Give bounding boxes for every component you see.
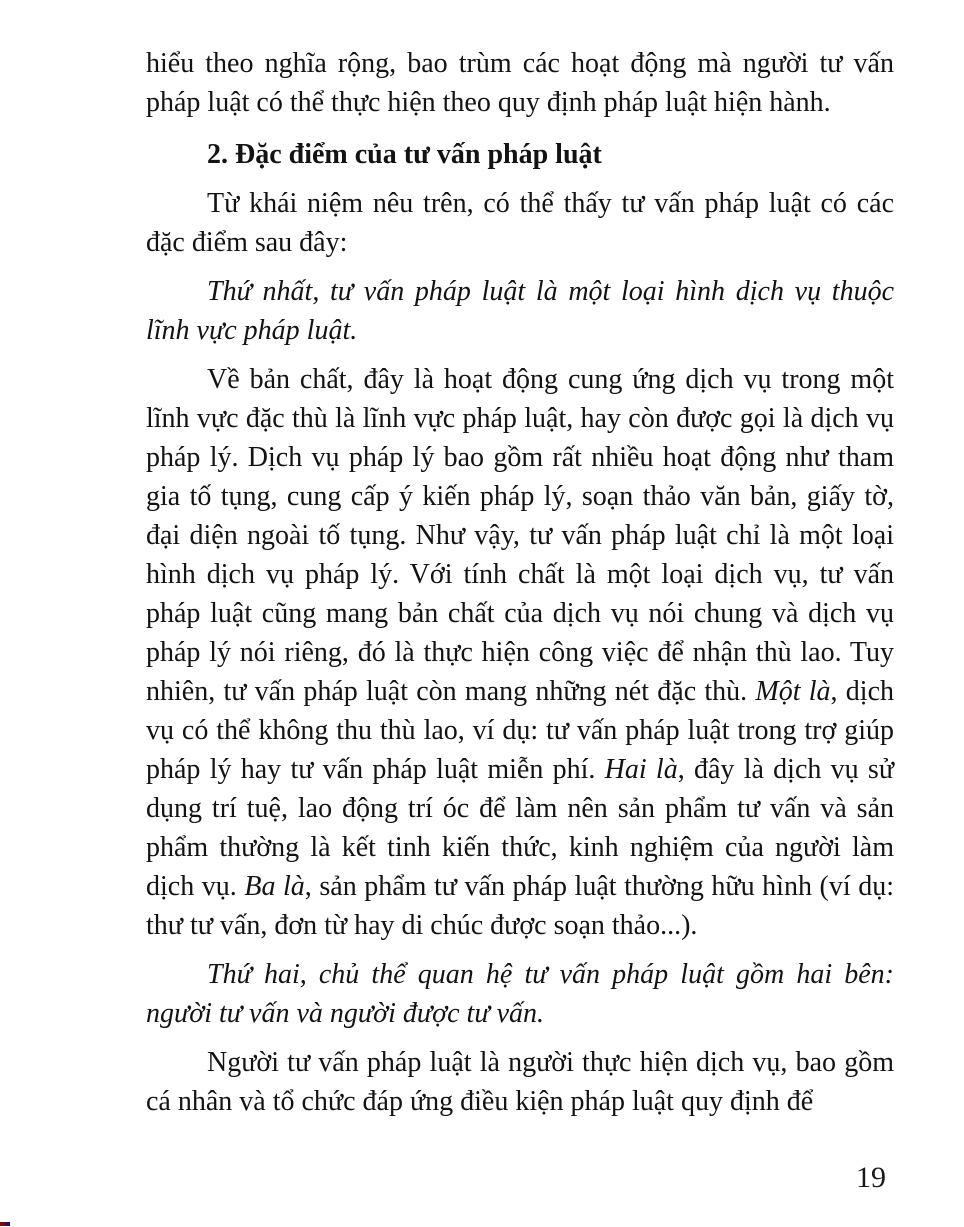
text-segment: , đây là dịch vụ sử dụng trí tuệ, lao động trí óc để làm nên sản phẩm tư vấn và sản phẩm thường là kết tinh kiến thức, kinh nghiệm của người làm dịch vụ.: [146, 754, 894, 902]
text-segment: Từ khái niệm nêu trên, có thể thấy tư vấn pháp luật có các đặc điểm sau đây:: [146, 188, 894, 258]
paragraph-3: [146, 184, 894, 262]
text-segment: 2. Đặc điểm của tư vấn pháp luật: [207, 139, 602, 170]
text-segment: , sản phẩm tư vấn pháp luật thường hữu hình (ví dụ: thư tư vấn, đơn từ hay di chúc được soạn thảo...).: [146, 871, 894, 941]
paragraph-6: [146, 955, 894, 1033]
text-segment: Hai là: [604, 754, 678, 785]
paragraph-7: [146, 1043, 894, 1121]
paragraph-5: [146, 360, 894, 945]
text-segment: , dịch vụ có thể không thu thù lao, ví dụ: tư vấn pháp luật trong trợ giúp pháp lý hay tư vấn pháp luật miễn phí.: [146, 676, 895, 785]
text-block: [146, 44, 894, 1121]
section-heading: [146, 135, 894, 174]
paragraph-1: [146, 44, 894, 122]
scan-artifact-mark: [0, 1222, 10, 1226]
text-segment: Thứ nhất, tư vấn pháp luật là một loại hình dịch vụ thuộc lĩnh vực pháp luật.: [146, 276, 894, 346]
text-segment: Về bản chất, đây là hoạt động cung ứng dịch vụ trong một lĩnh vực đặc thù là lĩnh vực pháp luật, hay còn được gọi là dịch vụ pháp lý. Dịch vụ pháp lý bao gồm rất nhiều hoạt động như tham gia tố tụng, cung cấp ý kiến pháp lý, soạn thảo văn bản, giấy tờ, đại diện ngoài tố tụng. Như vậy, tư vấn pháp luật chỉ là một loại hình dịch vụ pháp lý. Với tính chất là một loại dịch vụ, tư vấn pháp luật cũng mang bản chất của dịch vụ nói chung và dịch vụ pháp lý nói riêng, đó là thực hiện công việc để nhận thù lao. Tuy nhiên, tư vấn pháp luật còn mang những nét đặc thù.: [146, 364, 894, 707]
text-segment: Người tư vấn pháp luật là người thực hiện dịch vụ, bao gồm cá nhân và tổ chức đáp ứng điều kiện pháp luật quy định để: [146, 1047, 894, 1117]
page-number: 19: [856, 1161, 886, 1194]
text-segment: Ba là: [244, 871, 305, 902]
text-segment: Một là: [755, 676, 831, 707]
text-segment: hiểu theo nghĩa rộng, bao trùm các hoạt động mà người tư vấn pháp luật có thể thực hiện theo quy định pháp luật hiện hành.: [146, 48, 894, 118]
text-segment: Thứ hai, chủ thể quan hệ tư vấn pháp luật gồm hai bên: người tư vấn và người được tư vấn.: [146, 959, 894, 1029]
paragraph-4: [146, 272, 894, 350]
